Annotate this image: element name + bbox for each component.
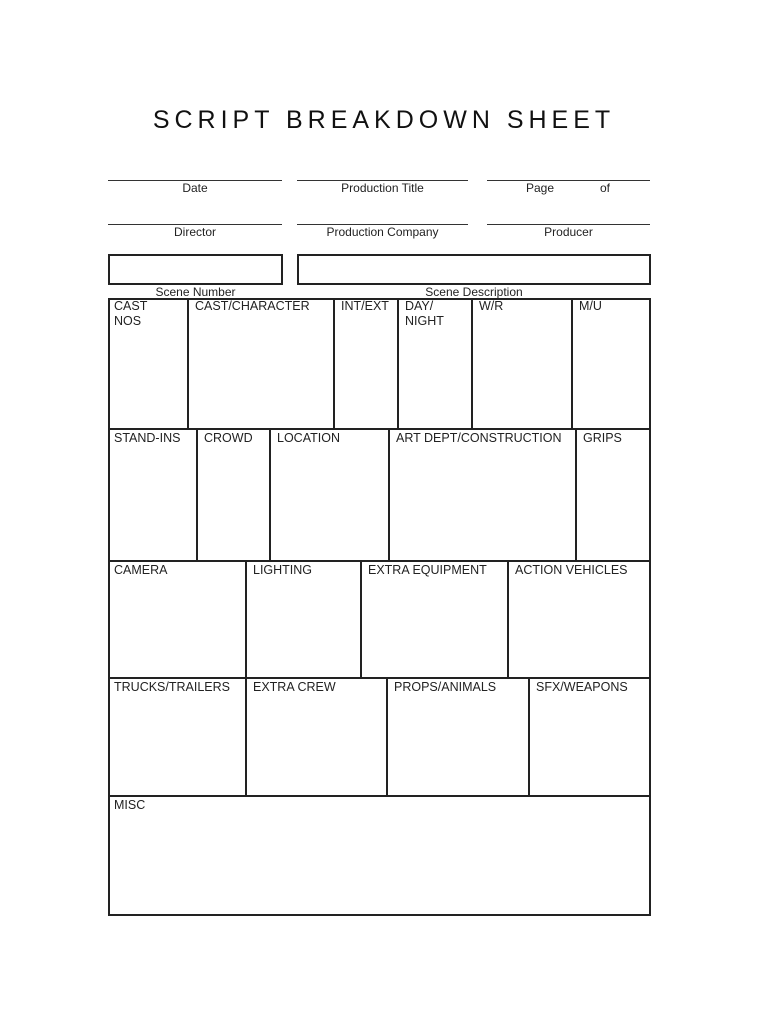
cell-label: ART DEPT/CONSTRUCTION <box>396 431 562 445</box>
breakdown-cell-camera[interactable] <box>108 562 247 679</box>
cell-label: DAY/ NIGHT <box>405 299 444 328</box>
cell-label: STAND-INS <box>114 431 181 445</box>
cell-label: GRIPS <box>583 431 622 445</box>
scene-description-box[interactable] <box>297 254 651 285</box>
cell-label: CAMERA <box>114 563 168 577</box>
scene-description-label: Scene Description <box>425 285 523 299</box>
breakdown-cell-w-r[interactable] <box>473 298 573 430</box>
page-label: Page <box>526 181 555 195</box>
cell-label: MISC <box>114 798 146 812</box>
cell-label: TRUCKS/TRAILERS <box>114 680 230 694</box>
cell-label: W/R <box>479 299 504 313</box>
cell-label: SFX/WEAPONS <box>536 680 628 694</box>
scene-number-label: Scene Number <box>155 285 236 299</box>
breakdown-cell-m-u[interactable] <box>573 298 651 430</box>
breakdown-cell-lighting[interactable] <box>247 562 362 679</box>
cell-label: ACTION VEHICLES <box>515 563 628 577</box>
production-title-label: Production Title <box>341 181 424 195</box>
producer-label: Producer <box>544 225 593 239</box>
cell-label: PROPS/ANIMALS <box>394 680 497 694</box>
director-label: Director <box>173 225 216 239</box>
page-title: SCRIPT BREAKDOWN SHEET <box>152 106 616 134</box>
breakdown-cell-sfx-weapons[interactable] <box>530 679 651 797</box>
breakdown-cell-stand-ins[interactable] <box>108 430 198 562</box>
cell-label: CAST NOS <box>114 299 148 328</box>
breakdown-cell-props-animals[interactable] <box>388 679 530 797</box>
breakdown-cell-crowd[interactable] <box>198 430 271 562</box>
cell-label: EXTRA CREW <box>253 680 336 694</box>
breakdown-cell-trucks-trailers[interactable] <box>108 679 247 797</box>
breakdown-cell-art-dept-construction[interactable] <box>390 430 577 562</box>
breakdown-cell-misc[interactable] <box>108 797 651 916</box>
breakdown-cell-cast-nos[interactable] <box>108 298 189 430</box>
scene-number-box[interactable] <box>108 254 283 285</box>
breakdown-cell-action-vehicles[interactable] <box>509 562 651 679</box>
breakdown-grid <box>108 298 651 916</box>
breakdown-cell-day-night[interactable] <box>399 298 473 430</box>
breakdown-cell-extra-equipment[interactable] <box>362 562 509 679</box>
cell-label: EXTRA EQUIPMENT <box>368 563 487 577</box>
date-label: Date <box>182 181 208 195</box>
cell-label: LOCATION <box>277 431 340 445</box>
cell-label: INT/EXT <box>341 299 389 313</box>
breakdown-cell-grips[interactable] <box>577 430 651 562</box>
page-of-label: of <box>600 181 611 195</box>
page-line[interactable] <box>487 180 650 181</box>
breakdown-cell-cast-character[interactable] <box>189 298 335 430</box>
cell-label: M/U <box>579 299 602 313</box>
breakdown-cell-location[interactable] <box>271 430 390 562</box>
breakdown-cell-int-ext[interactable] <box>335 298 399 430</box>
cell-label: CROWD <box>204 431 253 445</box>
production-company-label: Production Company <box>326 225 439 239</box>
cell-label: LIGHTING <box>253 563 313 577</box>
cell-label: CAST/CHARACTER <box>195 299 310 313</box>
breakdown-cell-extra-crew[interactable] <box>247 679 388 797</box>
